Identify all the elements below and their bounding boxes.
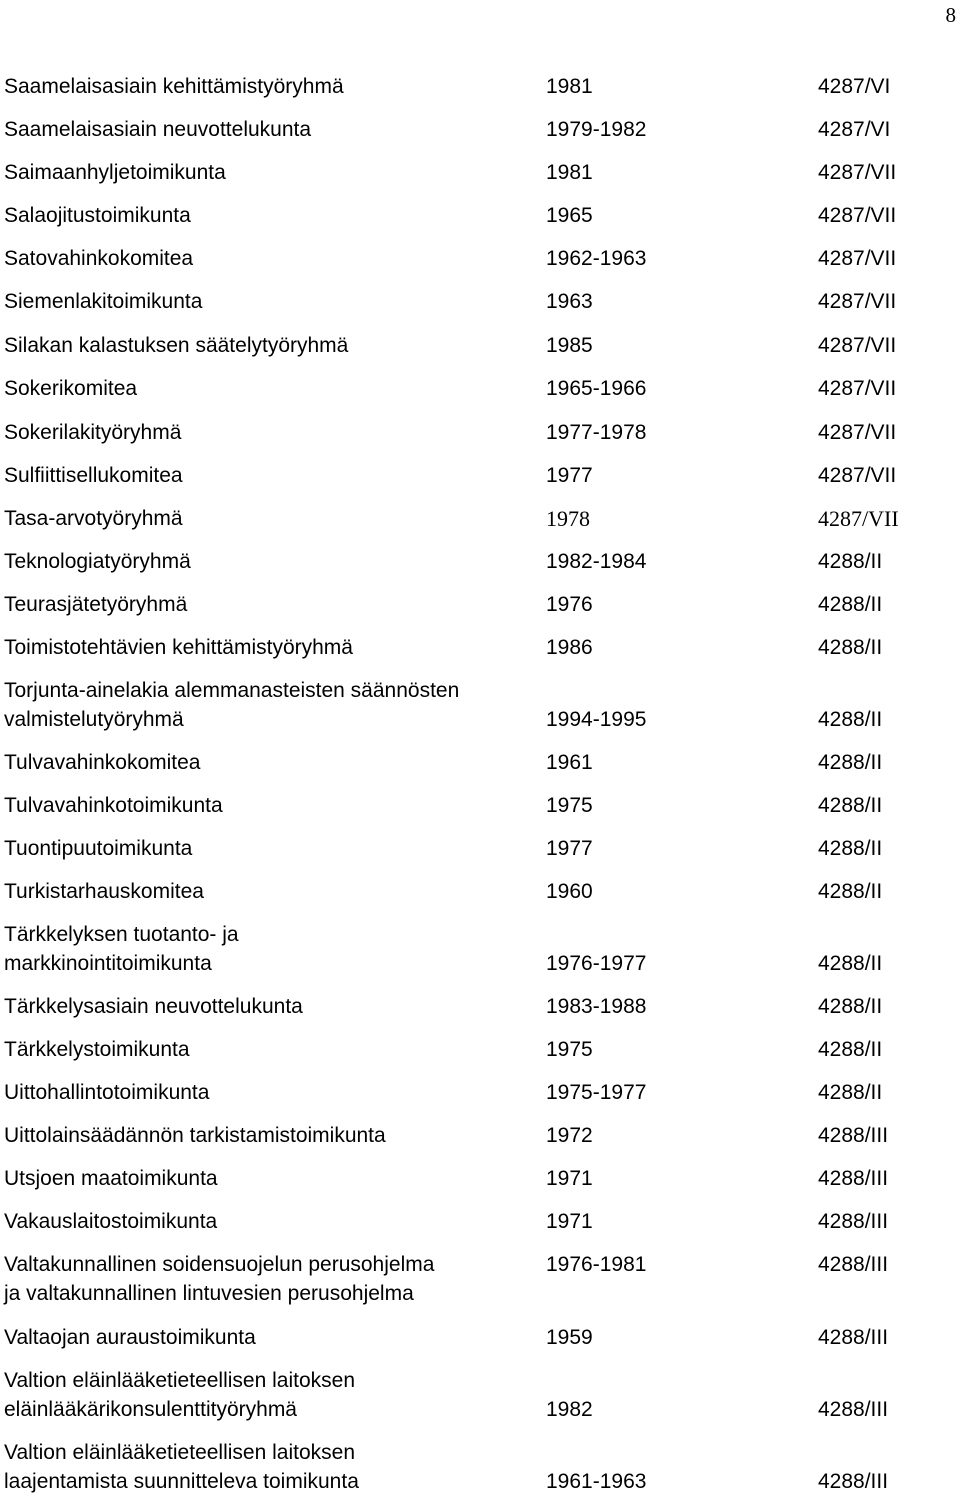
committee-years: 1971	[546, 1167, 593, 1190]
archive-code: 4287/VII	[818, 334, 897, 357]
committee-name	[4, 1078, 209, 1107]
committee-years: 1985	[546, 334, 593, 357]
committee-name	[4, 676, 459, 734]
committee-name-line: Teurasjätetyöryhmä	[4, 593, 188, 616]
committee-name	[4, 461, 183, 490]
committee-name-line: Tulvavahinkokomitea	[4, 751, 201, 774]
archive-code: 4288/III	[818, 1470, 889, 1493]
committee-name-line: Teknologiatyöryhmä	[4, 550, 191, 573]
committee-name	[4, 1250, 434, 1308]
committee-years: 1981	[546, 75, 593, 98]
archive-code: 4288/III	[818, 1167, 889, 1190]
committee-years: 1982-1984	[546, 550, 647, 573]
archive-code: 4287/VII	[818, 290, 897, 313]
committee-name-line: Siemenlakitoimikunta	[4, 290, 203, 313]
committee-name	[4, 374, 137, 403]
committee-name-line: Saamelaisasiain kehittämistyöryhmä	[4, 75, 344, 98]
committee-years: 1960	[546, 880, 593, 903]
committee-years: 1978	[546, 506, 590, 531]
archive-code: 4288/II	[818, 636, 883, 659]
committee-years: 1977	[546, 837, 593, 860]
archive-code: 4287/VII	[818, 377, 897, 400]
archive-code: 4287/VI	[818, 118, 891, 141]
committee-name-line: Tuontipuutoimikunta	[4, 837, 193, 860]
archive-code: 4287/VII	[818, 247, 897, 270]
archive-code: 4287/VII	[818, 506, 899, 531]
committee-name-line: Torjunta-ainelakia alemmanasteisten säännösten	[4, 679, 460, 702]
committee-name	[4, 920, 239, 978]
committee-name	[4, 115, 311, 144]
committee-name	[4, 748, 201, 777]
committee-name	[4, 1164, 218, 1193]
archive-code: 4288/II	[818, 794, 883, 817]
committee-name	[4, 158, 226, 187]
archive-code: 4287/VII	[818, 421, 897, 444]
archive-code: 4287/VI	[818, 75, 891, 98]
archive-code: 4287/VII	[818, 161, 897, 184]
archive-code: 4288/II	[818, 593, 883, 616]
committee-years: 1986	[546, 636, 593, 659]
committee-name	[4, 1366, 355, 1424]
committee-name-line: Silakan kalastuksen säätelytyöryhmä	[4, 334, 349, 357]
archive-code: 4288/II	[818, 550, 883, 573]
committee-name-line: markkinointitoimikunta	[4, 952, 212, 975]
committee-name-line: Tärkkelysasiain neuvottelukunta	[4, 995, 303, 1018]
committee-name-line: laajentamista suunnitteleva toimikunta	[4, 1470, 359, 1493]
committee-name-line: Valtion eläinlääketieteellisen laitoksen	[4, 1369, 356, 1392]
committee-name-line: Salaojitustoimikunta	[4, 204, 191, 227]
archive-code: 4288/III	[818, 1398, 889, 1421]
committee-name	[4, 287, 202, 316]
committee-years: 1977-1978	[546, 421, 647, 444]
committee-years: 1961	[546, 751, 593, 774]
committee-name-line: Valtakunnallinen soidensuojelun perusohjelma	[4, 1253, 435, 1276]
committee-name-line: Tulvavahinkotoimikunta	[4, 794, 223, 817]
committee-name-line: ja valtakunnallinen lintuvesien perusohjelma	[4, 1282, 414, 1305]
committee-name	[4, 1438, 359, 1496]
committee-years: 1976-1981	[546, 1253, 647, 1276]
committee-name-line: Sokerikomitea	[4, 377, 138, 400]
committee-name-line: Toimistotehtävien kehittämistyöryhmä	[4, 636, 353, 659]
committee-name-line: Uittohallintotoimikunta	[4, 1081, 210, 1104]
committee-years: 1977	[546, 464, 593, 487]
committee-name-line: Tasa-arvotyöryhmä	[4, 507, 183, 530]
archive-code: 4288/II	[818, 995, 883, 1018]
committee-years: 1983-1988	[546, 995, 647, 1018]
committee-years: 1979-1982	[546, 118, 647, 141]
committee-years: 1963	[546, 290, 593, 313]
committee-name-line: Saamelaisasiain neuvottelukunta	[4, 118, 312, 141]
committee-name-line: Satovahinkokomitea	[4, 247, 194, 270]
archive-code: 4288/III	[818, 1124, 889, 1147]
committee-name	[4, 791, 223, 820]
committee-name	[4, 992, 303, 1021]
archive-code: 4287/VII	[818, 464, 897, 487]
committee-name	[4, 244, 193, 273]
committee-name	[4, 1323, 256, 1352]
archive-code: 4288/II	[818, 1081, 883, 1104]
archive-code: 4288/III	[818, 1210, 889, 1233]
committee-name	[4, 547, 191, 576]
committee-name-line: Vakauslaitostoimikunta	[4, 1210, 218, 1233]
committee-years: 1982	[546, 1398, 593, 1421]
committee-years: 1975-1977	[546, 1081, 647, 1104]
committee-years: 1994-1995	[546, 708, 647, 731]
committee-name	[4, 590, 187, 619]
committee-name-line: Turkistarhauskomitea	[4, 880, 204, 903]
archive-code: 4287/VII	[818, 204, 897, 227]
committee-years: 1981	[546, 161, 593, 184]
archive-code: 4288/II	[818, 1038, 883, 1061]
committee-name	[4, 1207, 217, 1236]
committee-name-line: Saimaanhyljetoimikunta	[4, 161, 226, 184]
committee-years: 1975	[546, 1038, 593, 1061]
committee-name	[4, 877, 204, 906]
committee-name	[4, 1035, 190, 1064]
committee-years: 1959	[546, 1326, 593, 1349]
committee-years: 1972	[546, 1124, 593, 1147]
page-number: 8	[945, 3, 956, 27]
committee-name-line: valmistelutyöryhmä	[4, 708, 184, 731]
committee-years: 1961-1963	[546, 1470, 647, 1493]
archive-code: 4288/II	[818, 751, 883, 774]
committee-name	[4, 1121, 386, 1150]
committee-years: 1976	[546, 593, 593, 616]
committee-years: 1975	[546, 794, 593, 817]
committee-years: 1976-1977	[546, 952, 647, 975]
archive-code: 4288/II	[818, 952, 883, 975]
committee-name	[4, 201, 191, 230]
committee-name	[4, 633, 353, 662]
archive-code: 4288/II	[818, 837, 883, 860]
committee-years: 1965-1966	[546, 377, 647, 400]
archive-code: 4288/II	[818, 880, 883, 903]
committee-name	[4, 834, 192, 863]
committee-name-line: eläinlääkärikonsulenttityöryhmä	[4, 1398, 297, 1421]
committee-name-line: Sulfiittisellukomitea	[4, 464, 183, 487]
committee-name-line: Sokerilakityöryhmä	[4, 421, 182, 444]
committee-name-line: Tärkkelyksen tuotanto- ja	[4, 923, 239, 946]
archive-code: 4288/III	[818, 1253, 889, 1276]
archive-code: 4288/II	[818, 708, 883, 731]
archive-code: 4288/III	[818, 1326, 889, 1349]
committee-years: 1965	[546, 204, 593, 227]
committee-name	[4, 72, 344, 101]
committee-name-line: Utsjoen maatoimikunta	[4, 1167, 218, 1190]
committee-years: 1971	[546, 1210, 593, 1233]
committee-years: 1962-1963	[546, 247, 647, 270]
committee-name-line: Valtaojan auraustoimikunta	[4, 1326, 256, 1349]
committee-name	[4, 504, 183, 533]
committee-name-line: Tärkkelystoimikunta	[4, 1038, 190, 1061]
committee-name	[4, 331, 348, 360]
committee-name	[4, 418, 181, 447]
committee-name-line: Uittolainsäädännön tarkistamistoimikunta	[4, 1124, 386, 1147]
committee-name-line: Valtion eläinlääketieteellisen laitoksen	[4, 1441, 356, 1464]
